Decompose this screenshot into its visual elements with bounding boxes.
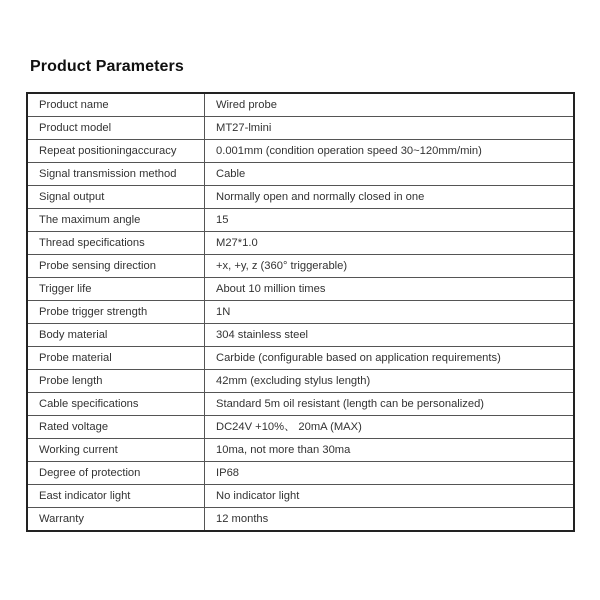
table-row (27, 232, 574, 255)
row-label: East indicator light (27, 485, 205, 508)
table-row (27, 508, 574, 532)
row-label: Signal transmission method (27, 163, 205, 186)
table-row (27, 370, 574, 393)
row-value: Wired probe (205, 93, 575, 117)
row-label: Probe sensing direction (27, 255, 205, 278)
row-value: No indicator light (205, 485, 575, 508)
row-label: Degree of protection (27, 462, 205, 485)
table-row (27, 140, 574, 163)
row-label: Product model (27, 117, 205, 140)
row-label: Probe material (27, 347, 205, 370)
row-value: 0.001mm (condition operation speed 30~120mm/min) (205, 140, 575, 163)
table-row (27, 255, 574, 278)
table-row (27, 324, 574, 347)
table-row (27, 347, 574, 370)
row-label: Signal output (27, 186, 205, 209)
table-row (27, 117, 574, 140)
row-label: The maximum angle (27, 209, 205, 232)
table-row (27, 439, 574, 462)
table-row (27, 278, 574, 301)
table-row (27, 209, 574, 232)
parameters-table (26, 92, 575, 532)
row-value: MT27-lmini (205, 117, 575, 140)
row-value: M27*1.0 (205, 232, 575, 255)
row-label: Probe trigger strength (27, 301, 205, 324)
row-value: DC24V +10%、 20mA (MAX) (205, 416, 575, 439)
row-label: Repeat positioningaccuracy (27, 140, 205, 163)
row-label: Thread specifications (27, 232, 205, 255)
row-value: About 10 million times (205, 278, 575, 301)
row-value: 42mm (excluding stylus length) (205, 370, 575, 393)
page-title: Product Parameters (30, 58, 184, 75)
row-value: 15 (205, 209, 575, 232)
row-label: Probe length (27, 370, 205, 393)
row-value: 10ma, not more than 30ma (205, 439, 575, 462)
table-row (27, 462, 574, 485)
row-label: Body material (27, 324, 205, 347)
row-value: 1N (205, 301, 575, 324)
row-value: Normally open and normally closed in one (205, 186, 575, 209)
table-row (27, 416, 574, 439)
row-value: +x, +y, z (360° triggerable) (205, 255, 575, 278)
row-label: Product name (27, 93, 205, 117)
table-row (27, 393, 574, 416)
table-row (27, 93, 574, 117)
row-value: IP68 (205, 462, 575, 485)
table-row (27, 301, 574, 324)
table-row (27, 163, 574, 186)
row-label: Working current (27, 439, 205, 462)
row-label: Warranty (27, 508, 205, 532)
row-label: Trigger life (27, 278, 205, 301)
row-value: 304 stainless steel (205, 324, 575, 347)
row-value: Cable (205, 163, 575, 186)
row-value: Carbide (configurable based on application requirements) (205, 347, 575, 370)
table-row (27, 485, 574, 508)
row-value: Standard 5m oil resistant (length can be personalized) (205, 393, 575, 416)
row-value: 12 months (205, 508, 575, 532)
row-label: Cable specifications (27, 393, 205, 416)
row-label: Rated voltage (27, 416, 205, 439)
table-row (27, 186, 574, 209)
